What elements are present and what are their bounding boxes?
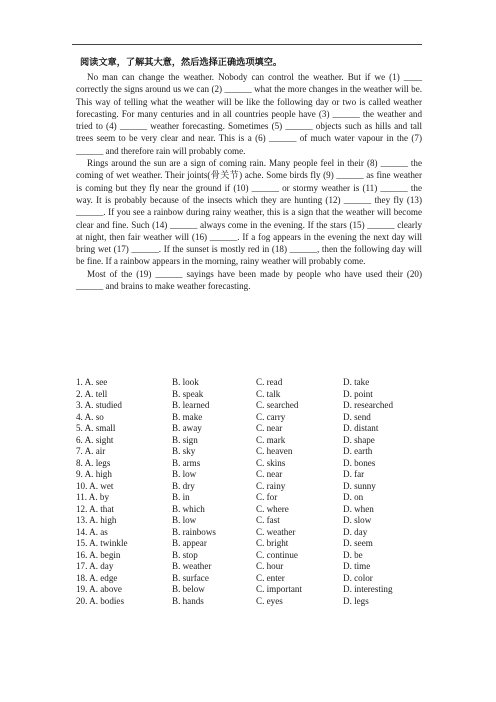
option-row <box>76 412 413 424</box>
option-choice: D. point <box>343 388 373 399</box>
option-choice: 19. A. above <box>76 584 122 594</box>
option-choice: 11. A. by <box>76 492 110 502</box>
option-row <box>76 377 413 389</box>
option-choice: B. sign <box>172 434 198 445</box>
option-row <box>76 458 413 470</box>
option-choice: 9. A. high <box>76 469 112 479</box>
option-choice: C. for <box>256 492 278 502</box>
option-choice: 2. A. tell <box>76 388 108 399</box>
top-rule <box>72 44 422 45</box>
option-choice: D. on <box>343 492 364 502</box>
option-choice: D. day <box>343 526 368 537</box>
option-choice: 12. A. that <box>76 503 114 514</box>
option-choice: B. make <box>172 411 203 422</box>
option-choice: B. arms <box>172 457 201 468</box>
option-choice: D. when <box>343 503 374 514</box>
option-choice: 6. A. sight <box>76 434 114 445</box>
paragraph-2: Rings around the sun are a sign of coming rain. Many people feel in their (8) ______ the coming of wet weather. Their joints(骨关节) ache. Some birds fly (9) ______ as fine weather is coming but they fly near the ground if (10) ______ or stormy weather is (11) ______ the way. It is probably because of the insects which they are hunting (12) ______ they fly (13) ______. If you see a rainbow during rainy weather, this is a sign that the weather will become clear and fine. Such (14) ______ always come in the evening. If the stars (15) ______ clearly at night, then fair weather will (16) ______. If a fog appears in the evening the next day will bring wet (17) ______. If the sunset is mostly red in (18) ______, then the following day will be fine. If a rainbow appears in the morning, rainy weather will probably come. <box>76 158 422 267</box>
option-choice: C. continue <box>256 549 298 560</box>
option-choice: B. low <box>172 515 197 525</box>
option-choice: C. enter <box>256 572 285 583</box>
option-choice: 4. A. so <box>76 411 104 422</box>
option-choice: C. carry <box>256 411 286 422</box>
option-choice: D. distant <box>343 423 379 433</box>
option-choice: 1. A. see <box>76 377 108 387</box>
option-choice: 3. A. studied <box>76 400 122 410</box>
option-choice: C. mark <box>256 434 286 445</box>
option-choice: C. hour <box>256 561 284 571</box>
option-row <box>76 515 413 527</box>
option-choice: C. fast <box>256 515 280 525</box>
option-row <box>76 400 413 412</box>
option-choice: 20. A. bodies <box>76 595 124 606</box>
option-choice: B. dry <box>172 480 195 491</box>
option-choice: 8. A. legs <box>76 457 111 468</box>
option-choice: 16. A. begin <box>76 549 121 560</box>
option-choice: D. color <box>343 572 373 583</box>
option-choice: B. surface <box>172 572 209 583</box>
option-choice: D. bones <box>343 457 376 468</box>
option-choice: B. low <box>172 469 197 479</box>
option-choice: D. be <box>343 549 363 560</box>
option-choice: 17. A. day <box>76 561 114 571</box>
option-choice: D. far <box>343 469 365 479</box>
option-choice: B. hands <box>172 595 204 606</box>
option-choice: C. heaven <box>256 446 293 456</box>
option-row <box>76 573 413 585</box>
option-choice: C. read <box>256 377 283 387</box>
option-row <box>76 469 413 481</box>
option-choice: C. talk <box>256 388 281 399</box>
option-choice: D. seem <box>343 538 373 548</box>
option-choice: B. stop <box>172 549 198 560</box>
option-row <box>76 561 413 573</box>
option-choice: B. learned <box>172 400 210 410</box>
option-choice: C. eyes <box>256 595 283 606</box>
option-choice: C. near <box>256 423 283 433</box>
paragraph-3: Most of the (19) ______ sayings have been made by people who have used their (20) ______ and brains to make weather forecasting. <box>76 268 422 292</box>
paragraph-1: No man can change the weather. Nobody can control the weather. But if we (1) ____ correctly the signs around us we can (2) ______ what the more changes in the weather will be. This way of telling what the weather will be like the following day or two is called weather forecasting. For many centuries and in all countries people have (3) ______ the weather and tried to (4) ______ weather forecasting. Sometimes (5) ______ objects such as hills and tall trees seem to be very clear and near. This is a (6) ______ of much water vapour in the (7) ______ and therefore rain will probably come. <box>76 72 422 156</box>
option-row <box>76 446 413 458</box>
option-row <box>76 596 413 608</box>
option-choice: D. shape <box>343 434 375 445</box>
option-choice: D. interesting <box>343 584 393 594</box>
option-choice: C. rainy <box>256 480 286 491</box>
option-row <box>76 435 413 447</box>
option-row <box>76 538 413 550</box>
answer-options <box>76 377 413 607</box>
option-choice: B. in <box>172 492 190 502</box>
reading-passage <box>76 71 422 292</box>
option-choice: D. take <box>343 377 370 387</box>
option-choice: D. send <box>343 411 371 422</box>
option-row <box>76 389 413 401</box>
option-choice: B. appear <box>172 538 207 548</box>
option-row <box>76 492 413 504</box>
option-choice: C. bright <box>256 538 289 548</box>
option-choice: C. important <box>256 584 302 594</box>
option-choice: B. weather <box>172 561 212 571</box>
option-row <box>76 481 413 493</box>
option-choice: B. below <box>172 584 205 594</box>
option-choice: 5. A. small <box>76 423 116 433</box>
option-row <box>76 527 413 539</box>
option-choice: C. skins <box>256 457 286 468</box>
option-choice: C. searched <box>256 400 299 410</box>
option-choice: D. researched <box>343 400 393 410</box>
option-choice: 13. A. high <box>76 515 117 525</box>
option-choice: B. sky <box>172 446 196 456</box>
option-row <box>76 504 413 516</box>
option-choice: C. weather <box>256 526 296 537</box>
instruction-title: 阅读文章，了解其大意，然后选择正确选项填空。 <box>80 57 283 68</box>
option-row <box>76 423 413 435</box>
option-choice: B. which <box>172 503 205 514</box>
option-choice: C. where <box>256 503 289 514</box>
option-choice: D. time <box>343 561 371 571</box>
option-choice: B. away <box>172 423 202 433</box>
option-choice: D. slow <box>343 515 372 525</box>
option-choice: 18. A. edge <box>76 572 118 583</box>
option-choice: 10. A. wet <box>76 480 114 491</box>
option-choice: 7. A. air <box>76 446 106 456</box>
option-row <box>76 550 413 562</box>
option-choice: 15. A. twinkle <box>76 538 128 548</box>
option-row <box>76 584 413 596</box>
option-choice: B. rainbows <box>172 526 216 537</box>
option-choice: B. look <box>172 377 199 387</box>
option-choice: C. near <box>256 469 283 479</box>
option-choice: D. sunny <box>343 480 376 491</box>
option-choice: 14. A. as <box>76 526 108 537</box>
option-choice: D. earth <box>343 446 373 456</box>
option-choice: D. legs <box>343 595 369 606</box>
option-choice: B. speak <box>172 388 204 399</box>
